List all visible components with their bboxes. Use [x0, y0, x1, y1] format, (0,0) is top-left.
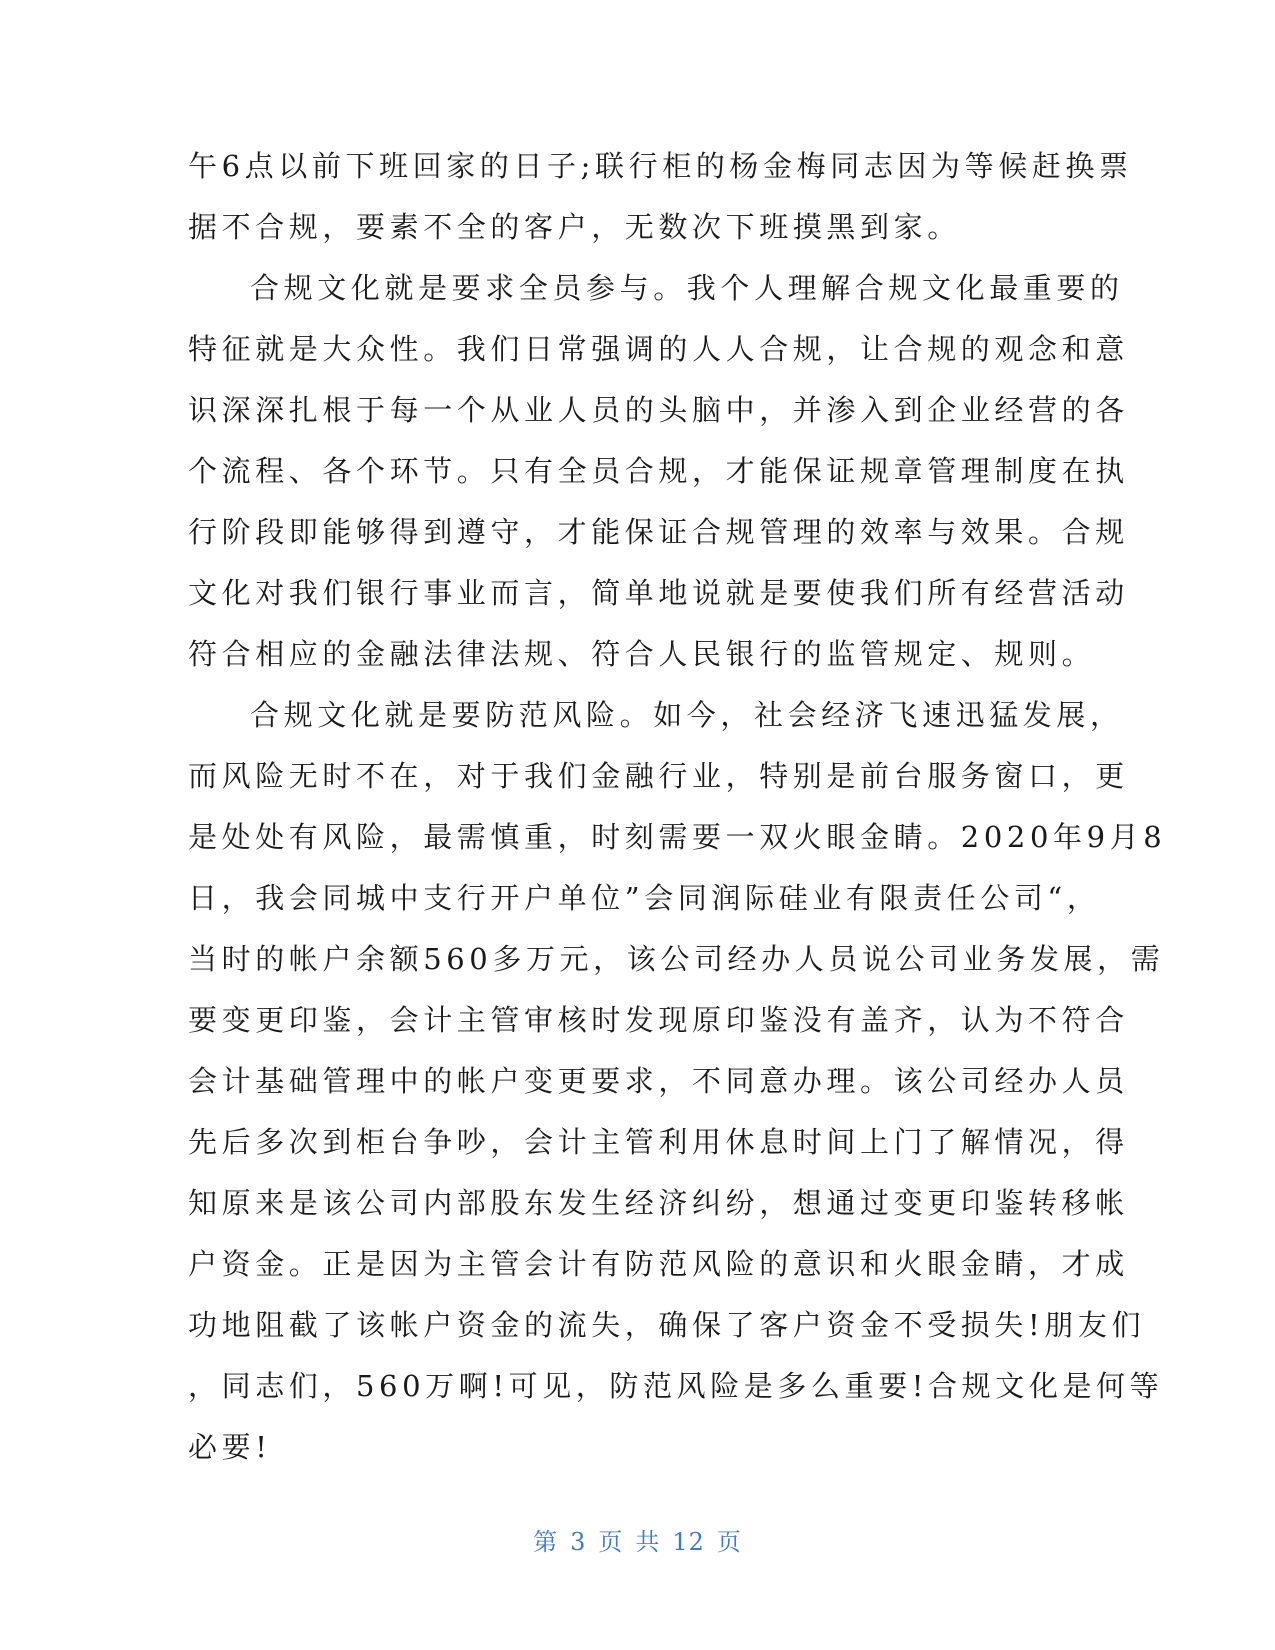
text-line: 午6点以前下班回家的日子;联行柜的杨金梅同志因为等候赶换票	[188, 149, 1133, 183]
text-line: 识深深扎根于每一个从业人员的头脑中，并渗入到企业经营的各	[188, 393, 1129, 427]
text-line: 日，我会同城中支行开户单位”会同润际硅业有限责任公司“，	[188, 881, 1101, 915]
text-line: 合规文化就是要求全员参与。我个人理解合规文化最重要的	[250, 271, 1124, 305]
text-line: 先后多次到柜台争吵，会计主管利用休息时间上门了解情况，得	[188, 1125, 1129, 1159]
body-text	[188, 136, 1167, 1478]
footer-page-word: 页	[598, 1528, 624, 1556]
text-line: 必要!	[188, 1430, 272, 1464]
page-footer	[0, 1522, 1275, 1557]
text-line: 合规文化就是要防范风险。如今，社会经济飞速迅猛发展，	[250, 698, 1124, 732]
text-line: 是处处有风险，最需慎重，时刻需要一双火眼金睛。2020年9月8	[188, 820, 1167, 854]
text-line: 户资金。正是因为主管会计有防范风险的意识和火眼金睛，才成	[188, 1247, 1129, 1281]
text-line: 功地阻截了该帐户资金的流失，确保了客户资金不受损失!朋友们	[188, 1308, 1146, 1342]
text-line: 行阶段即能够得到遵守，才能保证合规管理的效率与效果。合规	[188, 515, 1129, 549]
text-line: 特征就是大众性。我们日常强调的人人合规，让合规的观念和意	[188, 332, 1129, 366]
text-line: 要变更印鉴，会计主管审核时发现原印鉴没有盖齐，认为不符合	[188, 1003, 1129, 1037]
footer-total-word: 共	[635, 1528, 661, 1556]
text-line: 会计基础管理中的帐户变更要求，不同意办理。该公司经办人员	[188, 1064, 1129, 1098]
text-line: 个流程、各个环节。只有全员合规，才能保证规章管理制度在执	[188, 454, 1129, 488]
text-line: 当时的帐户余额560多万元，该公司经办人员说公司业务发展，需	[188, 942, 1165, 976]
footer-current-page: 3	[570, 1528, 587, 1556]
text-line: 文化对我们银行事业而言，简单地说就是要使我们所有经营活动	[188, 576, 1129, 610]
footer-prefix: 第	[533, 1528, 559, 1556]
text-line: 而风险无时不在，对于我们金融行业，特别是前台服务窗口，更	[188, 759, 1129, 793]
text-line: 据不合规，要素不全的客户，无数次下班摸黑到家。	[188, 210, 961, 244]
footer-suffix: 页	[716, 1528, 742, 1556]
text-line: 知原来是该公司内部股东发生经济纠纷，想通过变更印鉴转移帐	[188, 1186, 1129, 1220]
footer-total-pages: 12	[672, 1528, 705, 1556]
text-line: 符合相应的金融法律法规、符合人民银行的监管规定、规则。	[188, 637, 1096, 671]
text-line: ，同志们，560万啊!可见，防范风险是多么重要!合规文化是何等	[188, 1369, 1164, 1403]
